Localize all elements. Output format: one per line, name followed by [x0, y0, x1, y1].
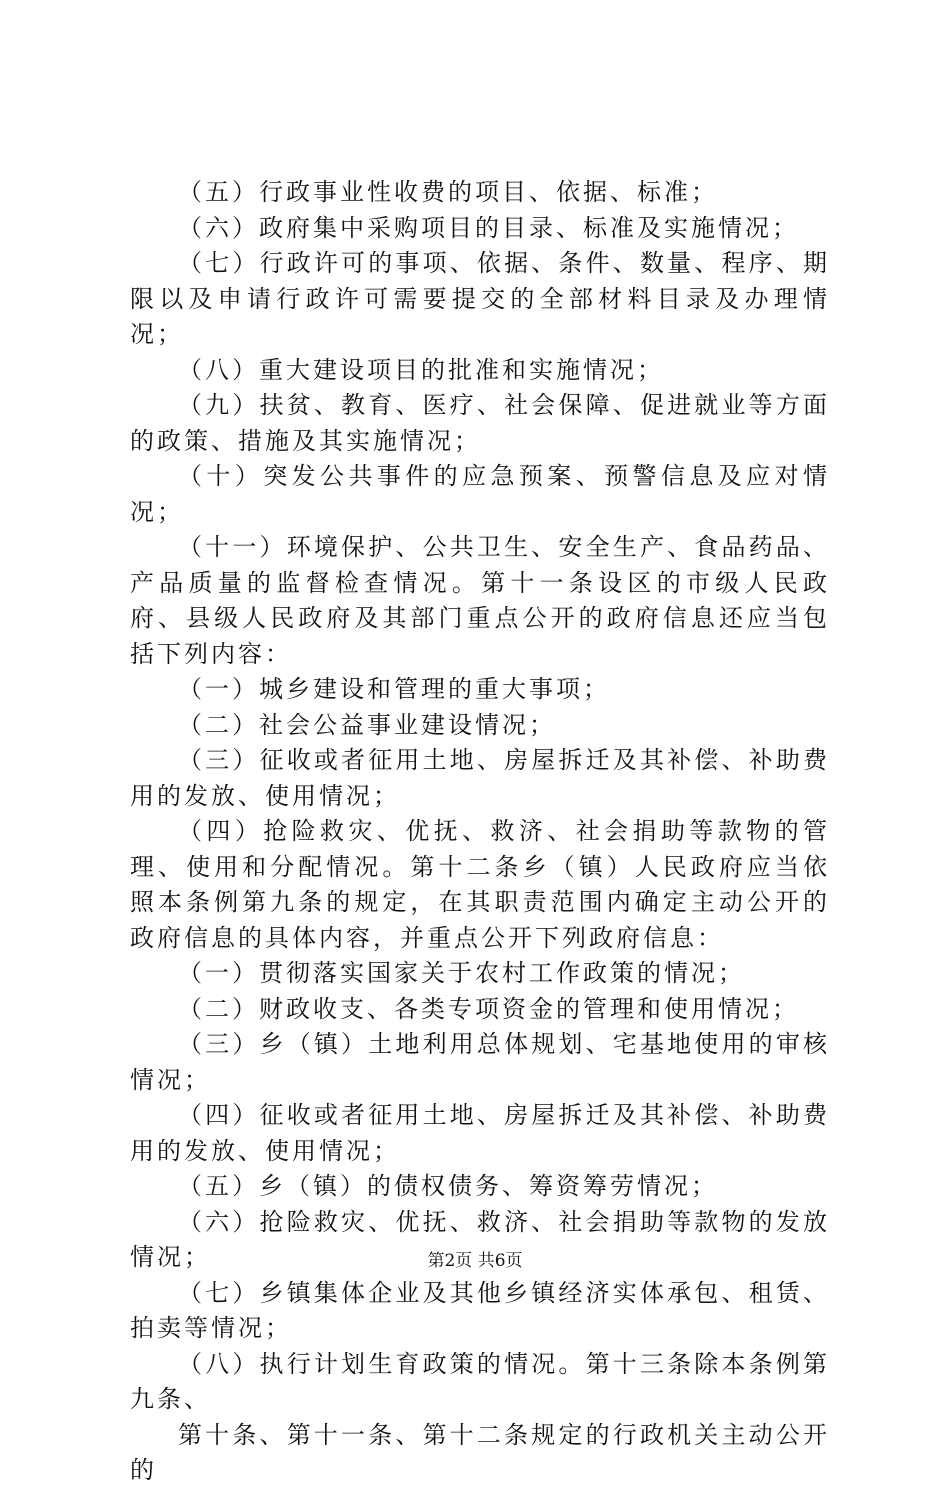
paragraph-7: （十一）环境保护、公共卫生、安全生产、食品药品、产品质量的监督检查情况。第十一条设区的市级人民政府、县级人民政府及其部门重点公开的政府信息还应当包括下列内容：	[130, 533, 830, 668]
paragraph-17: （六）抢险救灾、优抚、救济、社会捐助等款物的发放情况；	[130, 1207, 830, 1271]
paragraph-14: （三）乡（镇）土地利用总体规划、宅基地使用的审核情况；	[130, 1030, 830, 1094]
paragraph-4: （八）重大建设项目的批准和实施情况；	[178, 355, 664, 384]
paragraph-12: （一）贯彻落实国家关于农村工作政策的情况；	[178, 959, 745, 987]
paragraph-15: （四）征收或者征用土地、房屋拆迁及其补偿、补助费用的发放、使用情况；	[130, 1101, 830, 1165]
paragraph-11: （四）抢险救灾、优抚、救济、社会捐助等款物的管理、使用和分配情况。第十二条乡（镇）人民政府应当依照本条例第九条的规定，在其职责范围内确定主动公开的政府信息的具体内容，并重点公开下列政府信息：	[130, 817, 830, 952]
paragraph-13: （二）财政收支、各类专项资金的管理和使用情况；	[178, 994, 799, 1023]
paragraph-1: （五）行政事业性收费的项目、依据、标准；	[178, 178, 718, 206]
paragraph-5: （九）扶贫、教育、医疗、社会保障、促进就业等方面的政策、措施及其实施情况；	[130, 391, 830, 455]
page-number-footer: 第2页 共6页	[427, 1251, 523, 1271]
paragraph-6: （十）突发公共事件的应急预案、预警信息及应对情况；	[130, 462, 830, 526]
paragraph-8: （一）城乡建设和管理的重大事项；	[178, 675, 610, 703]
paragraph-9: （二）社会公益事业建设情况；	[178, 710, 556, 739]
paragraph-2: （六）政府集中采购项目的目录、标准及实施情况；	[178, 213, 799, 242]
paragraph-16: （五）乡（镇）的债权债务、筹资筹劳情况；	[178, 1172, 718, 1200]
paragraph-18: （七）乡镇集体企业及其他乡镇经济实体承包、租赁、拍卖等情况；	[130, 1278, 830, 1342]
paragraph-3: （七）行政许可的事项、依据、条件、数量、程序、期限以及申请行政许可需要提交的全部材料目录及办理情况；	[130, 249, 830, 348]
document-body	[130, 175, 830, 1489]
paragraph-10: （三）征收或者征用土地、房屋拆迁及其补偿、补助费用的发放、使用情况；	[130, 746, 830, 810]
paragraph-19: （八）执行计划生育政策的情况。第十三条除本条例第九条、	[130, 1349, 830, 1413]
paragraph-20: 第十条、第十一条、第十二条规定的行政机关主动公开的	[130, 1420, 830, 1484]
